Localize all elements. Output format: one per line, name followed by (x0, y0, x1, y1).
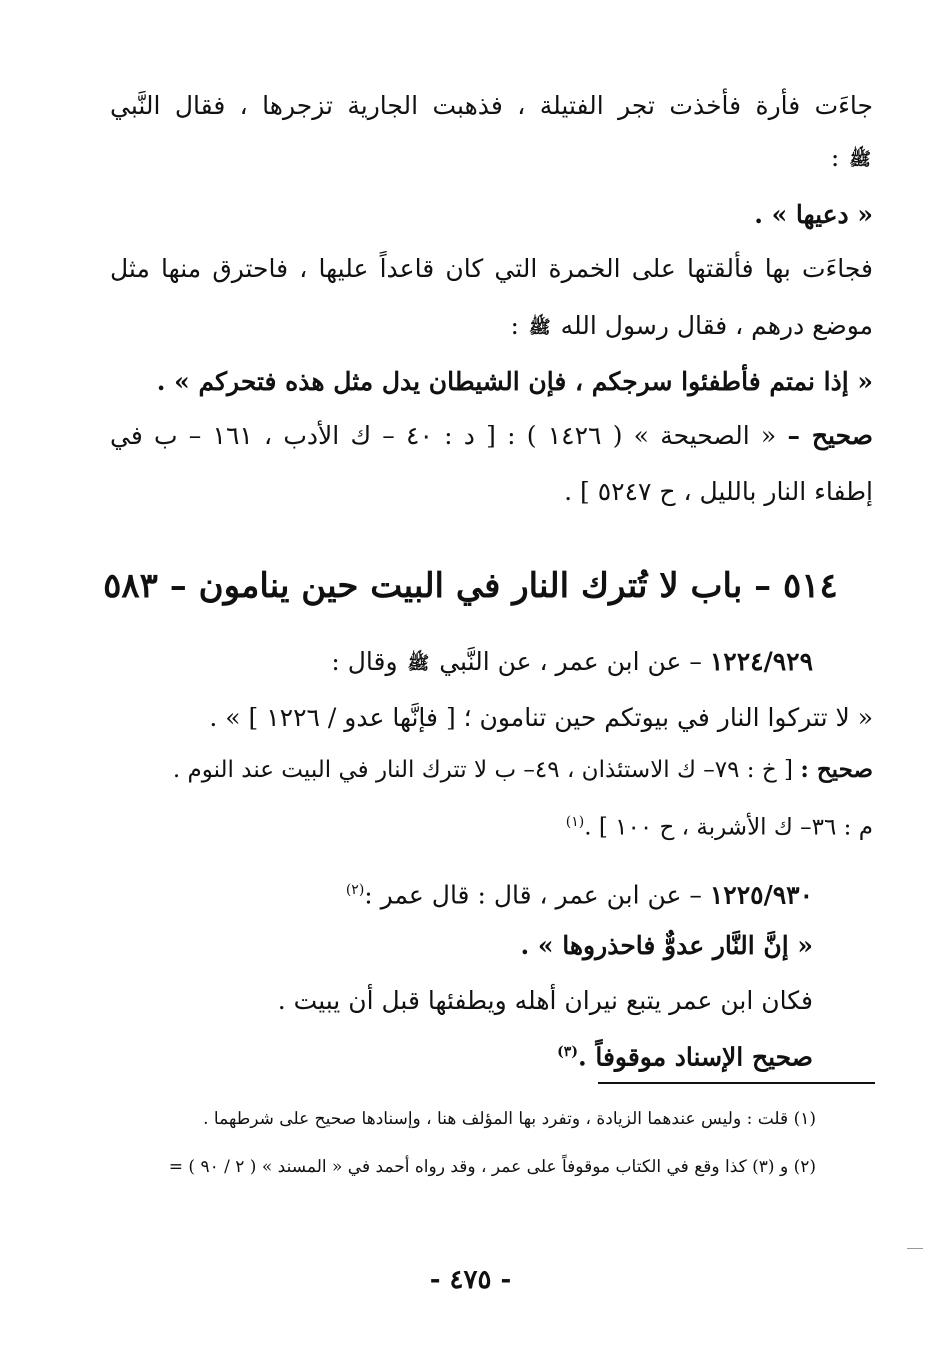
hadith-930-number: ١٢٢٥/٩٣٠ (709, 880, 813, 910)
hadith-929-ref1: صحيح : [ خ : ٧٩– ك الاستئذان ، ٤٩– ب لا تترك النار في البيت عند النوم . (172, 756, 873, 783)
hadith-930-text: « إنَّ النَّار عدوٌّ فاحذروها » . (520, 931, 813, 960)
footnote-1: (١) قلت : وليس عندهما الزيادة ، وتفرد بها المؤلف هنا ، وإسنادها صحيح على شرطهما . (203, 1109, 816, 1129)
hadith-930-intro: ١٢٢٥/٩٣٠ – عن ابن عمر ، قال : قال عمر :$^{(٢)}$ (345, 880, 813, 910)
footnote-marker-2: (٢) (345, 882, 365, 898)
body-line-4: فجاءَت بها فألقتها على الخمرة التي كان قاعداً عليها ، فاحترق منها مثل (110, 254, 873, 283)
body-line-3: « دعيها » . (754, 200, 873, 229)
salla-allahu-alayhi-icon: ﷺ (407, 652, 430, 674)
grade-label: صحيح – (787, 421, 873, 450)
hadith-929-ref2: م : ٣٦– ك الأشربة ، ح ١٠٠ ] .$^{(١)}$ (565, 814, 873, 841)
body-line-7: صحيح – « الصحيحة » ( ١٤٢٦ ) : [ د : ٤٠ – ك الأدب ، ١٦١ – ب في (110, 421, 873, 450)
hadith-929-intro: ١٢٢٤/٩٢٩ – عن ابن عمر ، عن النَّبي ﷺ وقال : (331, 647, 813, 676)
footnote-2: (٢) و (٣) كذا وقع في الكتاب موقوفاً على عمر ، وقد رواه أحمد في « المسند » ( ٢ / ٩٠ ) = (168, 1157, 816, 1177)
body-line-8: إطفاء النار بالليل ، ح ٥٢٤٧ ] . (564, 477, 873, 506)
hadith-929-text: « لا تتركوا النار في بيوتكم حين تنامون ؛ [ فإنَّها عدو / ١٢٢٦ ] » . (209, 703, 873, 732)
salla-allahu-alayhi-icon: ﷺ (849, 148, 871, 170)
page-number: - ٤٧٥ - (429, 1265, 512, 1295)
footnote-marker-3: (٣) (557, 1044, 578, 1060)
body-line-2: ﷺ : (830, 143, 871, 172)
salla-allahu-alayhi-icon: ﷺ (528, 316, 551, 338)
body-line-1: جاءَت فأرة فأخذت تجر الفتيلة ، فذهبت الجارية تزجرها ، فقال النَّبي (110, 91, 873, 120)
hadith-930-grade: صحيح الإسناد موقوفاً .$^{(٣)}$ (557, 1042, 813, 1072)
hadith-929-number: ١٢٢٤/٩٢٩ (709, 647, 813, 676)
footnote-marker-1: (١) (565, 814, 585, 830)
hadith-930-narration: فكان ابن عمر يتبع نيران أهله ويطفئها قبل أن يبيت . (277, 986, 813, 1015)
hadith-929-grade: صحيح : (800, 756, 873, 783)
scan-mark (907, 1248, 923, 1249)
body-line-5: موضع درهم ، فقال رسول الله ﷺ : (510, 311, 873, 340)
chapter-heading: ٥١٤ – باب لا تُترك النار في البيت حين ينامون – ٥٨٣ (103, 566, 838, 606)
body-line-6: « إذا نمتم فأطفئوا سرجكم ، فإن الشيطان يدل مثل هذه فتحركم » . (156, 367, 873, 396)
footnote-divider (598, 1082, 875, 1084)
